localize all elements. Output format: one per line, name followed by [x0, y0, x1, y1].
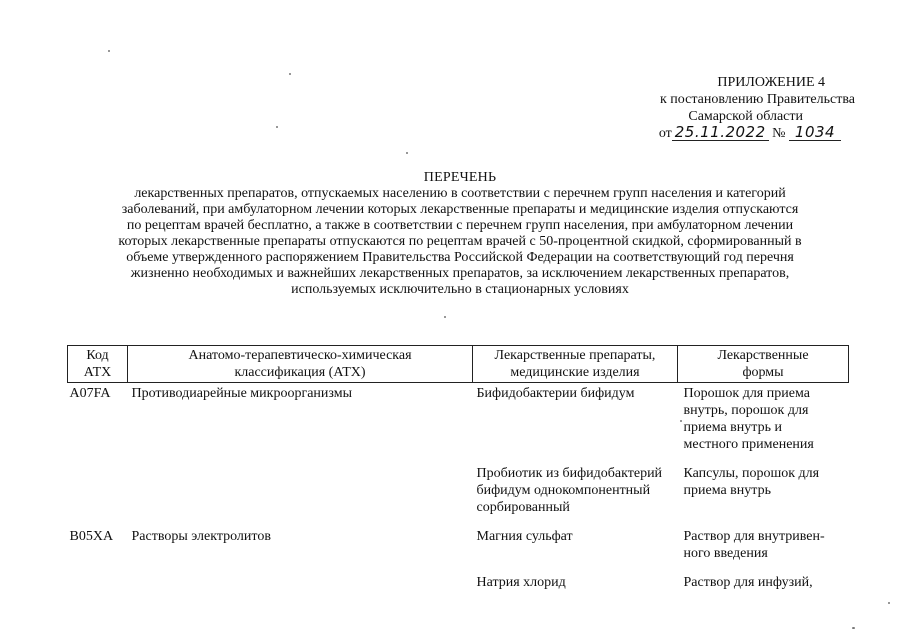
heading-line: которых лекарственные препараты отпускаются по рецептам врачей с 50-процентной скидкой, сформированный в [118, 234, 802, 249]
atc-code: B05XA [69, 529, 114, 544]
appendix-region-line: Самарской области [688, 109, 803, 124]
appendix-date-row [560, 125, 855, 142]
scan-speck [852, 627, 855, 629]
header-forms: Лекарственные формы [678, 346, 849, 383]
scan-speck [680, 420, 682, 422]
heading-line: по рецептам врачей бесплатно, а также в соответствии с перечнем групп населения, при амбулаторном лечении [126, 218, 794, 233]
heading-line: лекарственных препаратов, отпускаемых населению в соответствии с перечнем групп населения и категорий [134, 186, 786, 201]
drug-name: Пробиотик из бифидобактерий бифидум однокомпонентный сорбированный [476, 466, 663, 515]
heading-line: объеме утвержденного распоряжением Правительства Российской Федерации на соответствующий год перечня [126, 250, 794, 265]
scan-speck [444, 316, 446, 318]
date-prefix: от [658, 126, 672, 141]
scan-speck [888, 602, 890, 604]
dosage-form: Порошок для приема внутрь, порошок для приема внутрь и местного применения [683, 386, 814, 452]
drug-list-table [67, 345, 849, 601]
atc-classification: Противодиарейные микроорганизмы [131, 386, 352, 401]
drug-name: Натрия хлорид [476, 575, 566, 590]
number-prefix: № [772, 126, 786, 141]
appendix-resolution-line: к постановлению Правительства [659, 92, 855, 107]
heading-line: заболеваний, при амбулаторном лечении которых лекарственные препараты и медицинские изделия отпускаются [121, 202, 799, 217]
table-row [68, 572, 849, 601]
handwritten-number: 1034 [789, 125, 841, 141]
heading-line: используемых исключительно в стационарных условиях [291, 282, 629, 297]
table-row [68, 463, 849, 526]
scan-speck [108, 50, 110, 52]
scan-speck [406, 152, 408, 154]
atc-classification: Растворы электролитов [131, 529, 271, 544]
drug-name: Бифидобактерии бифидум [476, 386, 635, 401]
appendix-block [560, 74, 855, 142]
header-code: Код АТХ [68, 346, 128, 383]
atc-classification [128, 572, 473, 601]
table-row [68, 526, 849, 572]
heading-title: ПЕРЕЧЕНЬ [423, 170, 497, 185]
dosage-form: Раствор для внутривен- ного введения [683, 529, 825, 561]
header-classification: Анатомо-терапевтическо-химическая классификация (АТХ) [128, 346, 473, 383]
heading-line: жизненно необходимых и важнейших лекарственных препаратов, за исключением лекарственных препаратов, [130, 266, 790, 281]
drug-name: Магния сульфат [476, 529, 573, 544]
handwritten-date: 25.11.2022 [672, 125, 769, 141]
scan-speck [289, 73, 291, 75]
dosage-form: Капсулы, порошок для приема внутрь [683, 466, 820, 498]
atc-code [68, 572, 128, 601]
appendix-title: ПРИЛОЖЕНИЕ 4 [717, 75, 825, 90]
scan-speck [276, 126, 278, 128]
atc-code [68, 463, 128, 526]
table-row [68, 383, 849, 464]
dosage-form: Раствор для инфузий, [683, 575, 813, 590]
table-header-row [68, 346, 849, 383]
header-drugs: Лекарственные препараты, медицинские изделия [473, 346, 678, 383]
document-heading [70, 170, 850, 298]
atc-code: A07FA [69, 386, 111, 401]
atc-classification [128, 463, 473, 526]
